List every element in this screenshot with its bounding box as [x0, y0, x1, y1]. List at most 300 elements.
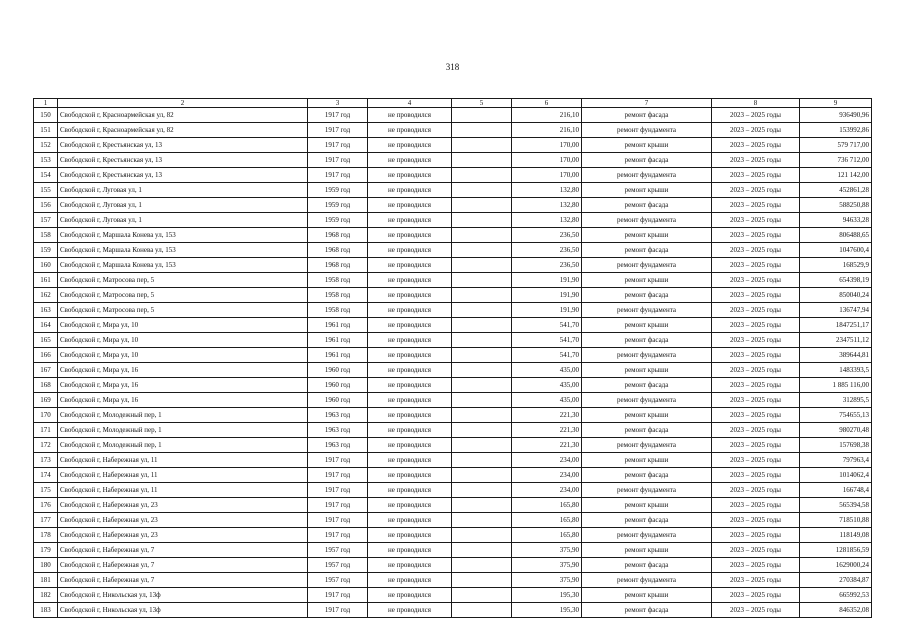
work-type-cell: ремонт крыши — [582, 273, 712, 288]
build-year-cell: 1960 год — [308, 363, 368, 378]
build-year-cell: 1968 год — [308, 258, 368, 273]
last-repair-cell: не проводился — [368, 123, 452, 138]
period-cell: 2023 – 2025 годы — [712, 183, 800, 198]
period-cell: 2023 – 2025 годы — [712, 543, 800, 558]
address-cell: Свободской г, Мира ул, 16 — [58, 393, 308, 408]
address-cell: Свободской г, Маршала Конева ул, 153 — [58, 258, 308, 273]
area-cell: 132,80 — [512, 198, 582, 213]
work-type-cell: ремонт фундамента — [582, 258, 712, 273]
address-cell: Свободской г, Набережная ул, 11 — [58, 453, 308, 468]
last-repair-cell: не проводился — [368, 378, 452, 393]
empty-cell — [452, 303, 512, 318]
last-repair-cell: не проводился — [368, 573, 452, 588]
table-row — [34, 303, 872, 318]
area-cell: 195,30 — [512, 603, 582, 618]
build-year-cell: 1917 год — [308, 513, 368, 528]
area-cell: 221,30 — [512, 408, 582, 423]
row-number-cell: 181 — [34, 573, 58, 588]
row-number-cell: 180 — [34, 558, 58, 573]
last-repair-cell: не проводился — [368, 138, 452, 153]
empty-cell — [452, 168, 512, 183]
build-year-cell: 1968 год — [308, 243, 368, 258]
cost-cell: 1 885 116,00 — [800, 378, 872, 393]
row-number-cell: 152 — [34, 138, 58, 153]
period-cell: 2023 – 2025 годы — [712, 243, 800, 258]
build-year-cell: 1917 год — [308, 603, 368, 618]
cost-cell: 312895,5 — [800, 393, 872, 408]
table-row — [34, 198, 872, 213]
address-cell: Свободской г, Мира ул, 10 — [58, 333, 308, 348]
column-number-cell: 6 — [512, 99, 582, 108]
table-row — [34, 528, 872, 543]
last-repair-cell: не проводился — [368, 183, 452, 198]
period-cell: 2023 – 2025 годы — [712, 408, 800, 423]
address-cell: Свободской г, Никольская ул, 13ф — [58, 588, 308, 603]
row-number-cell: 168 — [34, 378, 58, 393]
cost-cell: 736 712,00 — [800, 153, 872, 168]
area-cell: 541,70 — [512, 348, 582, 363]
table-row — [34, 558, 872, 573]
cost-cell: 2347511,12 — [800, 333, 872, 348]
area-cell: 234,00 — [512, 468, 582, 483]
empty-cell — [452, 393, 512, 408]
build-year-cell: 1958 год — [308, 288, 368, 303]
empty-cell — [452, 183, 512, 198]
column-number-cell: 4 — [368, 99, 452, 108]
area-cell: 375,90 — [512, 558, 582, 573]
cost-cell: 797963,4 — [800, 453, 872, 468]
row-number-cell: 167 — [34, 363, 58, 378]
area-cell: 165,80 — [512, 498, 582, 513]
area-cell: 435,00 — [512, 363, 582, 378]
area-cell: 132,80 — [512, 183, 582, 198]
last-repair-cell: не проводился — [368, 258, 452, 273]
build-year-cell: 1917 год — [308, 498, 368, 513]
last-repair-cell: не проводился — [368, 348, 452, 363]
row-number-cell: 179 — [34, 543, 58, 558]
area-cell: 236,50 — [512, 243, 582, 258]
cost-cell: 270384,87 — [800, 573, 872, 588]
last-repair-cell: не проводился — [368, 273, 452, 288]
last-repair-cell: не проводился — [368, 108, 452, 123]
address-cell: Свободской г, Красноармейская ул, 82 — [58, 108, 308, 123]
work-type-cell: ремонт фасада — [582, 603, 712, 618]
work-type-cell: ремонт крыши — [582, 183, 712, 198]
table-row — [34, 108, 872, 123]
build-year-cell: 1959 год — [308, 198, 368, 213]
column-number-cell: 5 — [452, 99, 512, 108]
last-repair-cell: не проводился — [368, 588, 452, 603]
empty-cell — [452, 588, 512, 603]
period-cell: 2023 – 2025 годы — [712, 288, 800, 303]
cost-cell: 1047600,4 — [800, 243, 872, 258]
address-cell: Свободской г, Луговая ул, 1 — [58, 183, 308, 198]
row-number-cell: 155 — [34, 183, 58, 198]
build-year-cell: 1961 год — [308, 318, 368, 333]
address-cell: Свободской г, Маршала Конева ул, 153 — [58, 228, 308, 243]
period-cell: 2023 – 2025 годы — [712, 258, 800, 273]
table-row — [34, 483, 872, 498]
build-year-cell: 1960 год — [308, 393, 368, 408]
work-type-cell: ремонт крыши — [582, 318, 712, 333]
area-cell: 435,00 — [512, 378, 582, 393]
last-repair-cell: не проводился — [368, 318, 452, 333]
area-cell: 236,50 — [512, 258, 582, 273]
table-row — [34, 243, 872, 258]
build-year-cell: 1917 год — [308, 528, 368, 543]
cost-cell: 168529,9 — [800, 258, 872, 273]
build-year-cell: 1957 год — [308, 543, 368, 558]
column-number-cell: 9 — [800, 99, 872, 108]
build-year-cell: 1917 год — [308, 168, 368, 183]
period-cell: 2023 – 2025 годы — [712, 318, 800, 333]
work-type-cell: ремонт крыши — [582, 498, 712, 513]
empty-cell — [452, 378, 512, 393]
column-number-row — [34, 99, 872, 108]
cost-cell: 166748,4 — [800, 483, 872, 498]
cost-cell: 980270,48 — [800, 423, 872, 438]
work-type-cell: ремонт крыши — [582, 408, 712, 423]
empty-cell — [452, 228, 512, 243]
address-cell: Свободской г, Матросова пер, 5 — [58, 288, 308, 303]
row-number-cell: 175 — [34, 483, 58, 498]
period-cell: 2023 – 2025 годы — [712, 108, 800, 123]
area-cell: 132,80 — [512, 213, 582, 228]
row-number-cell: 176 — [34, 498, 58, 513]
last-repair-cell: не проводился — [368, 213, 452, 228]
row-number-cell: 159 — [34, 243, 58, 258]
cost-cell: 121 142,00 — [800, 168, 872, 183]
address-cell: Свободской г, Мира ул, 10 — [58, 318, 308, 333]
period-cell: 2023 – 2025 годы — [712, 153, 800, 168]
row-number-cell: 150 — [34, 108, 58, 123]
address-cell: Свободской г, Набережная ул, 7 — [58, 558, 308, 573]
period-cell: 2023 – 2025 годы — [712, 273, 800, 288]
period-cell: 2023 – 2025 годы — [712, 333, 800, 348]
cost-cell: 452861,28 — [800, 183, 872, 198]
work-type-cell: ремонт фасада — [582, 108, 712, 123]
cost-cell: 846352,08 — [800, 603, 872, 618]
build-year-cell: 1957 год — [308, 573, 368, 588]
column-number-cell: 7 — [582, 99, 712, 108]
last-repair-cell: не проводился — [368, 513, 452, 528]
period-cell: 2023 – 2025 годы — [712, 363, 800, 378]
row-number-cell: 178 — [34, 528, 58, 543]
cost-cell: 1847251,17 — [800, 318, 872, 333]
address-cell: Свободской г, Никольская ул, 13ф — [58, 603, 308, 618]
row-number-cell: 153 — [34, 153, 58, 168]
row-number-cell: 158 — [34, 228, 58, 243]
cost-cell: 936490,96 — [800, 108, 872, 123]
area-cell: 165,80 — [512, 528, 582, 543]
table-row — [34, 438, 872, 453]
table-row — [34, 348, 872, 363]
row-number-cell: 169 — [34, 393, 58, 408]
last-repair-cell: не проводился — [368, 228, 452, 243]
build-year-cell: 1958 год — [308, 273, 368, 288]
table-row — [34, 453, 872, 468]
empty-cell — [452, 243, 512, 258]
cost-cell: 754655,13 — [800, 408, 872, 423]
row-number-cell: 182 — [34, 588, 58, 603]
row-number-cell: 157 — [34, 213, 58, 228]
empty-cell — [452, 603, 512, 618]
empty-cell — [452, 348, 512, 363]
work-type-cell: ремонт фундамента — [582, 438, 712, 453]
table-body — [34, 99, 872, 618]
area-cell: 170,00 — [512, 138, 582, 153]
period-cell: 2023 – 2025 годы — [712, 423, 800, 438]
build-year-cell: 1958 год — [308, 303, 368, 318]
table-row — [34, 228, 872, 243]
address-cell: Свободской г, Крестьянская ул, 13 — [58, 168, 308, 183]
empty-cell — [452, 258, 512, 273]
work-type-cell: ремонт фундамента — [582, 213, 712, 228]
row-number-cell: 161 — [34, 273, 58, 288]
work-type-cell: ремонт фундамента — [582, 168, 712, 183]
area-cell: 216,10 — [512, 108, 582, 123]
last-repair-cell: не проводился — [368, 483, 452, 498]
last-repair-cell: не проводился — [368, 558, 452, 573]
area-cell: 221,30 — [512, 423, 582, 438]
table-row — [34, 393, 872, 408]
build-year-cell: 1917 год — [308, 153, 368, 168]
work-type-cell: ремонт крыши — [582, 588, 712, 603]
work-type-cell: ремонт фундамента — [582, 303, 712, 318]
period-cell: 2023 – 2025 годы — [712, 138, 800, 153]
area-cell: 216,10 — [512, 123, 582, 138]
cost-cell: 118149,08 — [800, 528, 872, 543]
area-cell: 541,70 — [512, 318, 582, 333]
last-repair-cell: не проводился — [368, 453, 452, 468]
build-year-cell: 1963 год — [308, 438, 368, 453]
area-cell: 435,00 — [512, 393, 582, 408]
cost-cell: 806488,65 — [800, 228, 872, 243]
period-cell: 2023 – 2025 годы — [712, 573, 800, 588]
period-cell: 2023 – 2025 годы — [712, 213, 800, 228]
last-repair-cell: не проводился — [368, 438, 452, 453]
cost-cell: 654398,19 — [800, 273, 872, 288]
work-type-cell: ремонт фасада — [582, 333, 712, 348]
empty-cell — [452, 333, 512, 348]
work-type-cell: ремонт фасада — [582, 468, 712, 483]
row-number-cell: 151 — [34, 123, 58, 138]
table-row — [34, 408, 872, 423]
area-cell: 191,90 — [512, 273, 582, 288]
column-number-cell: 1 — [34, 99, 58, 108]
table-row — [34, 168, 872, 183]
build-year-cell: 1917 год — [308, 588, 368, 603]
empty-cell — [452, 423, 512, 438]
work-type-cell: ремонт фасада — [582, 513, 712, 528]
build-year-cell: 1917 год — [308, 483, 368, 498]
area-cell: 541,70 — [512, 333, 582, 348]
cost-cell: 1483393,5 — [800, 363, 872, 378]
address-cell: Свободской г, Луговая ул, 1 — [58, 198, 308, 213]
address-cell: Свободской г, Набережная ул, 7 — [58, 543, 308, 558]
period-cell: 2023 – 2025 годы — [712, 588, 800, 603]
table-row — [34, 273, 872, 288]
row-number-cell: 166 — [34, 348, 58, 363]
empty-cell — [452, 483, 512, 498]
work-type-cell: ремонт фасада — [582, 378, 712, 393]
cost-cell: 850040,24 — [800, 288, 872, 303]
area-cell: 165,80 — [512, 513, 582, 528]
build-year-cell: 1917 год — [308, 453, 368, 468]
last-repair-cell: не проводился — [368, 243, 452, 258]
build-year-cell: 1961 год — [308, 333, 368, 348]
period-cell: 2023 – 2025 годы — [712, 453, 800, 468]
build-year-cell: 1917 год — [308, 123, 368, 138]
cost-cell: 389644,81 — [800, 348, 872, 363]
registry-table — [33, 98, 872, 618]
row-number-cell: 154 — [34, 168, 58, 183]
work-type-cell: ремонт фундамента — [582, 123, 712, 138]
table-row — [34, 318, 872, 333]
column-number-cell: 8 — [712, 99, 800, 108]
table-row — [34, 543, 872, 558]
page-number: 318 — [445, 62, 460, 72]
address-cell: Свободской г, Маршала Конева ул, 153 — [58, 243, 308, 258]
table-row — [34, 153, 872, 168]
work-type-cell: ремонт фасада — [582, 198, 712, 213]
area-cell: 375,90 — [512, 573, 582, 588]
cost-cell: 94633,28 — [800, 213, 872, 228]
empty-cell — [452, 498, 512, 513]
empty-cell — [452, 198, 512, 213]
cost-cell: 565394,58 — [800, 498, 872, 513]
cost-cell: 588250,88 — [800, 198, 872, 213]
empty-cell — [452, 153, 512, 168]
build-year-cell: 1917 год — [308, 108, 368, 123]
work-type-cell: ремонт фундамента — [582, 528, 712, 543]
empty-cell — [452, 363, 512, 378]
build-year-cell: 1917 год — [308, 468, 368, 483]
empty-cell — [452, 408, 512, 423]
address-cell: Свободской г, Крестьянская ул, 13 — [58, 138, 308, 153]
address-cell: Свободской г, Набережная ул, 7 — [58, 573, 308, 588]
work-type-cell: ремонт крыши — [582, 228, 712, 243]
address-cell: Свободской г, Матросова пер, 5 — [58, 303, 308, 318]
column-number-cell: 3 — [308, 99, 368, 108]
area-cell: 221,30 — [512, 438, 582, 453]
area-cell: 191,90 — [512, 288, 582, 303]
period-cell: 2023 – 2025 годы — [712, 603, 800, 618]
row-number-cell: 172 — [34, 438, 58, 453]
last-repair-cell: не проводился — [368, 333, 452, 348]
empty-cell — [452, 138, 512, 153]
table-row — [34, 423, 872, 438]
area-cell: 170,00 — [512, 153, 582, 168]
table-row — [34, 333, 872, 348]
last-repair-cell: не проводился — [368, 528, 452, 543]
cost-cell: 1281856,59 — [800, 543, 872, 558]
last-repair-cell: не проводился — [368, 543, 452, 558]
last-repair-cell: не проводился — [368, 468, 452, 483]
row-number-cell: 171 — [34, 423, 58, 438]
work-type-cell: ремонт крыши — [582, 453, 712, 468]
address-cell: Свободской г, Молодежный пер, 1 — [58, 438, 308, 453]
row-number-cell: 163 — [34, 303, 58, 318]
period-cell: 2023 – 2025 годы — [712, 438, 800, 453]
period-cell: 2023 – 2025 годы — [712, 303, 800, 318]
row-number-cell: 160 — [34, 258, 58, 273]
table-row — [34, 213, 872, 228]
last-repair-cell: не проводился — [368, 423, 452, 438]
address-cell: Свободской г, Молодежный пер, 1 — [58, 423, 308, 438]
cost-cell: 665992,53 — [800, 588, 872, 603]
table-row — [34, 378, 872, 393]
last-repair-cell: не проводился — [368, 603, 452, 618]
area-cell: 234,00 — [512, 453, 582, 468]
build-year-cell: 1957 год — [308, 558, 368, 573]
period-cell: 2023 – 2025 годы — [712, 528, 800, 543]
work-type-cell: ремонт фундамента — [582, 483, 712, 498]
empty-cell — [452, 438, 512, 453]
work-type-cell: ремонт фундамента — [582, 573, 712, 588]
address-cell: Свободской г, Набережная ул, 23 — [58, 528, 308, 543]
period-cell: 2023 – 2025 годы — [712, 558, 800, 573]
empty-cell — [452, 318, 512, 333]
table-row — [34, 138, 872, 153]
address-cell: Свободской г, Луговая ул, 1 — [58, 213, 308, 228]
empty-cell — [452, 468, 512, 483]
area-cell: 234,00 — [512, 483, 582, 498]
build-year-cell: 1968 год — [308, 228, 368, 243]
period-cell: 2023 – 2025 годы — [712, 498, 800, 513]
row-number-cell: 177 — [34, 513, 58, 528]
cost-cell: 153992,86 — [800, 123, 872, 138]
empty-cell — [452, 573, 512, 588]
cost-cell: 579 717,00 — [800, 138, 872, 153]
period-cell: 2023 – 2025 годы — [712, 378, 800, 393]
table-row — [34, 468, 872, 483]
area-cell: 236,50 — [512, 228, 582, 243]
last-repair-cell: не проводился — [368, 303, 452, 318]
area-cell: 191,90 — [512, 303, 582, 318]
area-cell: 375,90 — [512, 543, 582, 558]
build-year-cell: 1960 год — [308, 378, 368, 393]
empty-cell — [452, 558, 512, 573]
address-cell: Свободской г, Мира ул, 16 — [58, 378, 308, 393]
address-cell: Свободской г, Набережная ул, 11 — [58, 483, 308, 498]
cost-cell: 1014062,4 — [800, 468, 872, 483]
table-row — [34, 123, 872, 138]
row-number-cell: 164 — [34, 318, 58, 333]
empty-cell — [452, 123, 512, 138]
table-row — [34, 183, 872, 198]
last-repair-cell: не проводился — [368, 363, 452, 378]
build-year-cell: 1961 год — [308, 348, 368, 363]
empty-cell — [452, 108, 512, 123]
work-type-cell: ремонт фундамента — [582, 393, 712, 408]
address-cell: Свободской г, Мира ул, 16 — [58, 363, 308, 378]
row-number-cell: 162 — [34, 288, 58, 303]
table-row — [34, 498, 872, 513]
period-cell: 2023 – 2025 годы — [712, 348, 800, 363]
work-type-cell: ремонт крыши — [582, 543, 712, 558]
cost-cell: 157698,38 — [800, 438, 872, 453]
row-number-cell: 156 — [34, 198, 58, 213]
address-cell: Свободской г, Набережная ул, 23 — [58, 498, 308, 513]
address-cell: Свободской г, Крестьянская ул, 13 — [58, 153, 308, 168]
period-cell: 2023 – 2025 годы — [712, 198, 800, 213]
last-repair-cell: не проводился — [368, 393, 452, 408]
build-year-cell: 1959 год — [308, 183, 368, 198]
period-cell: 2023 – 2025 годы — [712, 123, 800, 138]
work-type-cell: ремонт фундамента — [582, 348, 712, 363]
column-number-cell: 2 — [58, 99, 308, 108]
